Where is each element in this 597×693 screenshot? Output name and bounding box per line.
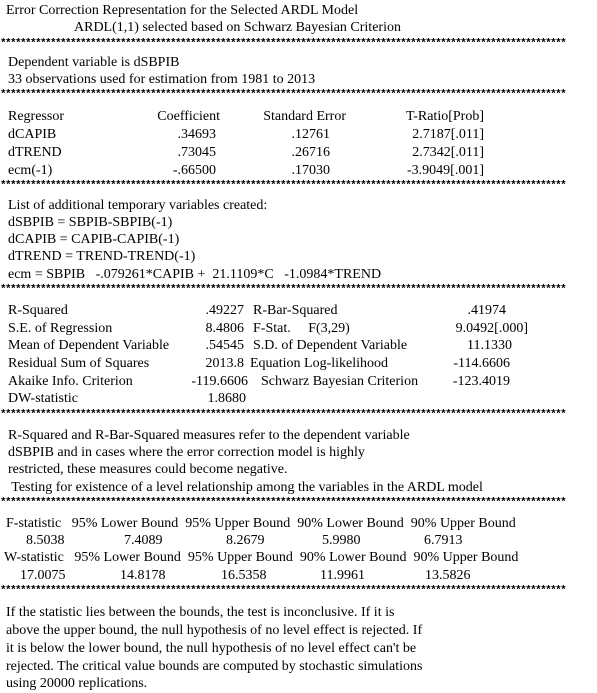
standard-error-value: .17030 [291,163,330,178]
stat-label: R-Bar-Squared [253,303,338,318]
w-lower-95-value: 14.8178 [120,568,166,583]
t-ratio-value: -3.9049[.001] [407,163,484,178]
stat-value: .49227 [205,303,244,318]
w-upper-90-value: 13.5826 [425,568,471,583]
coefficient-value: -.66500 [172,163,216,178]
separator: ***************************************************************************************************************** [0,284,566,296]
dependent-variable-line: Dependent variable is dSBPIB [8,55,180,70]
f-upper-90-value: 6.7913 [424,533,463,548]
footer-line: above the upper bound, the null hypothesis of no level effect is rejected. If [6,623,423,638]
stat-value: -123.4019 [452,374,510,389]
w-lower-90-value: 11.9961 [320,568,365,583]
w-statistic-value: 17.0075 [20,568,66,583]
variable-definition: dSBPIB = SBPIB-SBPIB(-1) [8,215,173,230]
stat-label: Akaike Info. Criterion [8,374,133,389]
stat-label: S.D. of Dependent Variable [253,338,408,353]
report-title: Error Correction Representation for the Selected ARDL Model [6,3,359,18]
variables-heading: List of additional temporary variables created: [8,198,268,213]
regressor-name: ecm(-1) [8,163,53,178]
col-header-t-ratio: T-Ratio[Prob] [405,109,484,124]
note-line: R-Squared and R-Bar-Squared measures refer to the dependent variable [8,428,410,443]
col-header-coefficient: Coefficient [157,109,220,124]
coefficient-value: .34693 [177,127,216,142]
stat-value: .41974 [467,303,506,318]
stat-value: -114.6606 [453,356,510,371]
coefficient-value: .73045 [177,145,216,160]
regressor-name: dCAPIB [8,127,57,142]
model-selection-subtitle: ARDL(1,1) selected based on Schwarz Bayesian Criterion [74,20,401,35]
stat-value: 11.1330 [467,338,512,353]
w-statistic-header: W-statistic 95% Lower Bound 95% Upper Bound 90% Lower Bound 90% Upper Bound [4,550,519,565]
separator: ***************************************************************************************************************** [0,89,566,101]
stat-label: Equation Log-likelihood [250,356,389,371]
footer-line: rejected. The critical value bounds are computed by stochastic simulations [6,659,423,674]
note-line: dSBPIB and in cases where the error correction model is highly [8,445,365,460]
variable-definition: dTREND = TREND-TREND(-1) [8,249,196,264]
stat-value: 1.8680 [207,391,246,406]
t-ratio-value: 2.7342[.011] [412,145,484,160]
stat-label: Schwarz Bayesian Criterion [261,374,419,389]
separator: ***************************************************************************************************************** [0,180,566,192]
footer-line: If the statistic lies between the bounds, the test is inconclusive. If it is [6,605,395,620]
stat-label: F-Stat. F(3,29) [253,321,350,336]
stat-label: S.E. of Regression [8,321,113,336]
t-ratio-value: 2.7187[.011] [412,127,484,142]
stat-value: 8.4806 [205,321,244,336]
stat-label: R-Squared [8,303,68,318]
col-header-regressor: Regressor [8,109,64,124]
f-upper-95-value: 8.2679 [226,533,265,548]
stat-value: 9.0492[.000] [455,321,528,336]
col-header-standard-error: Standard Error [263,109,346,124]
footer-line: it is below the lower bound, the null hypothesis of no level effect can't be [6,641,417,656]
separator: ***************************************************************************************************************** [0,497,566,509]
stat-label: Residual Sum of Squares [8,356,150,371]
w-upper-95-value: 16.5358 [221,568,267,583]
f-lower-90-value: 5.9980 [322,533,361,548]
separator: ***************************************************************************************************************** [0,38,566,50]
f-statistic-header: F-statistic 95% Lower Bound 95% Upper Bound 90% Lower Bound 90% Upper Bound [6,516,516,531]
stat-value: .54545 [205,338,244,353]
standard-error-value: .12761 [291,127,330,142]
stat-label: Mean of Dependent Variable [8,338,170,353]
stat-value: 2013.8 [205,356,244,371]
f-lower-95-value: 7.4089 [124,533,163,548]
ecm-definition: ecm = SBPIB -.079261*CAPIB + 21.1109*C -1.0984*TREND [8,267,382,282]
separator: ***************************************************************************************************************** [0,585,566,597]
observations-line: 33 observations used for estimation from 1981 to 2013 [8,72,316,87]
test-heading: Testing for existence of a level relationship among the variables in the ARDL model [8,480,483,495]
separator: ***************************************************************************************************************** [0,409,566,421]
variable-definition: dCAPIB = CAPIB-CAPIB(-1) [8,232,180,247]
f-statistic-value: 8.5038 [26,533,65,548]
regressor-name: dTREND [8,145,62,160]
standard-error-value: .26716 [291,145,330,160]
note-line: restricted, these measures could become negative. [8,462,288,477]
footer-line: using 20000 replications. [6,676,148,691]
stat-label: DW-statistic [8,391,78,406]
stat-value: -119.6606 [191,374,248,389]
